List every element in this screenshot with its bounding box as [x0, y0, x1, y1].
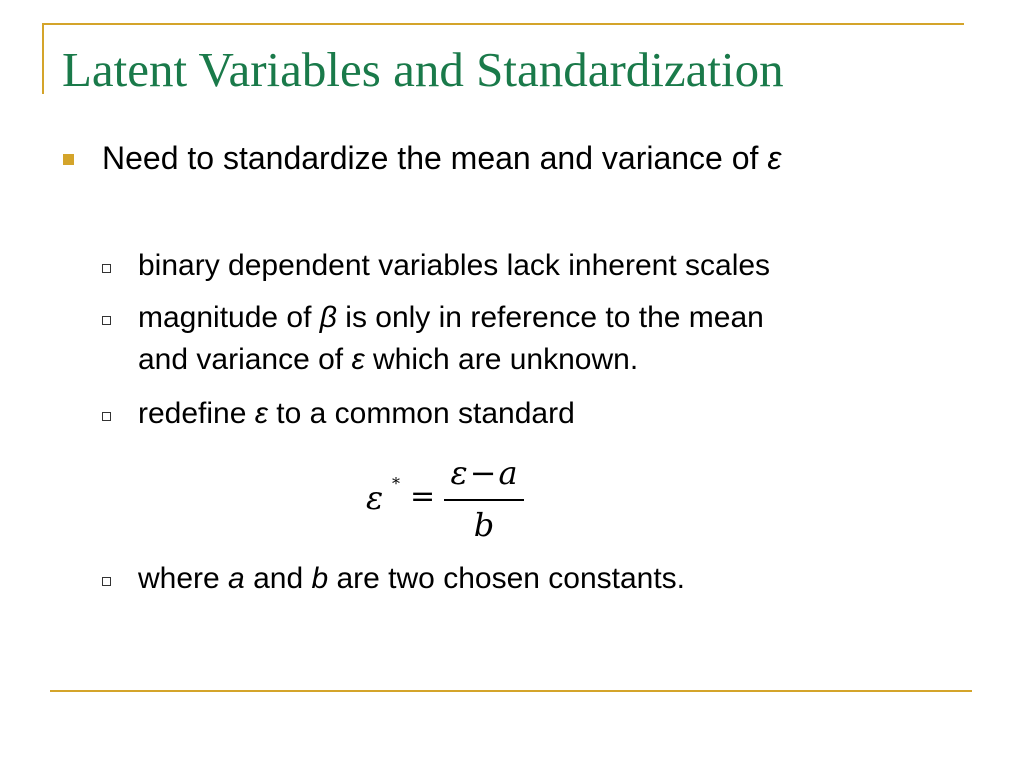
- formula-superscript: *: [392, 474, 400, 493]
- sub-bullet-1: [138, 246, 770, 286]
- formula-equals: =: [410, 479, 436, 514]
- sub-bullet-2-text-before: magnitude of: [138, 301, 320, 334]
- symbol-b: b: [311, 562, 329, 595]
- sub-bullet-4: [138, 559, 685, 599]
- square-bullet-icon: [63, 154, 74, 165]
- title-frame-top-rule: [42, 23, 964, 25]
- sub-bullet-1-text: binary dependent variables lack inherent scales: [138, 249, 771, 282]
- hollow-square-bullet-icon: [102, 264, 111, 273]
- epsilon-symbol: ε: [254, 397, 268, 430]
- title-frame-left-rule: [42, 23, 44, 94]
- formula-numerator-right: a: [498, 454, 518, 492]
- hollow-square-bullet-icon: [102, 577, 111, 586]
- sub-bullet-2-line-2: [138, 340, 638, 380]
- formula-numerator: [444, 455, 524, 491]
- sub-bullet-4-text-middle: and: [244, 562, 312, 595]
- sub-bullet-2-line-2-before: and variance of: [138, 343, 352, 376]
- formula-numerator-left: ε: [450, 454, 468, 492]
- sub-bullet-3-text-after: to a common standard: [267, 397, 575, 430]
- sub-bullet-2-line-1: [138, 298, 764, 338]
- sub-bullet-3: [138, 394, 575, 434]
- epsilon-symbol: ε: [351, 343, 365, 376]
- epsilon-symbol: ε: [767, 140, 782, 176]
- bullet-main-text: Need to standardize the mean and variance of: [102, 140, 768, 176]
- sub-bullet-2-line-2-after: which are unknown.: [364, 343, 639, 376]
- bullet-main: [102, 138, 781, 178]
- slide-title: Latent Variables and Standardization: [62, 42, 784, 97]
- formula-fraction-bar: [444, 499, 524, 501]
- symbol-a: a: [228, 562, 245, 595]
- standardization-formula: [366, 455, 536, 545]
- sub-bullet-3-text-before: redefine: [138, 397, 255, 430]
- bottom-divider-rule: [50, 690, 972, 692]
- sub-bullet-4-text-after: are two chosen constants.: [328, 562, 686, 595]
- sub-bullet-2-text-after: is only in reference to the mean: [336, 301, 764, 334]
- beta-symbol: β: [319, 301, 337, 334]
- formula-denominator: b: [473, 506, 495, 544]
- hollow-square-bullet-icon: [102, 316, 111, 325]
- formula-lhs: ε: [366, 479, 384, 517]
- formula-numerator-operator: −: [469, 454, 497, 492]
- hollow-square-bullet-icon: [102, 412, 111, 421]
- sub-bullet-4-text-before: where: [138, 562, 229, 595]
